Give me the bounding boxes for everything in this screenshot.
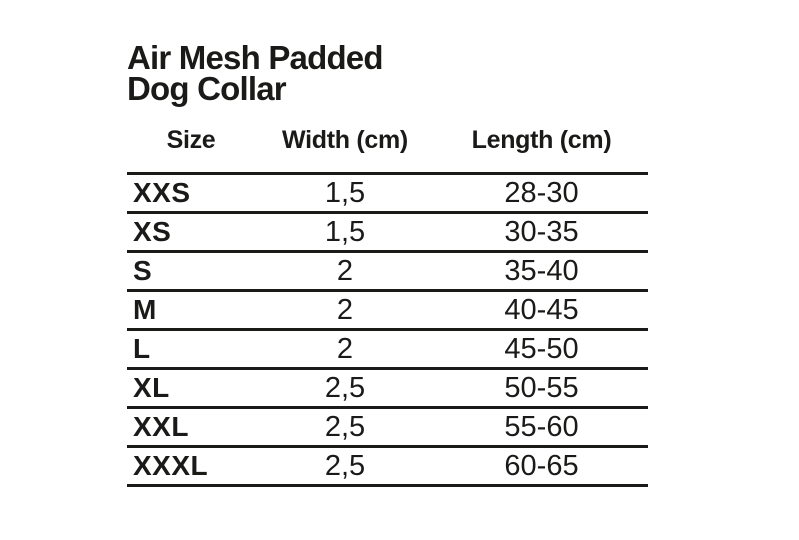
width-value: 1,5 [255,174,435,213]
width-value: 2 [255,252,435,291]
table-row [127,408,648,447]
length-value: 28-30 [435,174,648,213]
header-size: Size [127,126,255,174]
size-value: XL [127,369,255,408]
size-value: XXS [127,174,255,213]
size-value: M [127,291,255,330]
length-value: 55-60 [435,408,648,447]
table-row [127,174,648,213]
size-chart-table [127,126,648,487]
size-value: L [127,330,255,369]
length-value: 45-50 [435,330,648,369]
page-title [127,39,383,107]
table-row [127,252,648,291]
width-value: 2 [255,291,435,330]
table-row [127,291,648,330]
length-value: 40-45 [435,291,648,330]
width-value: 2,5 [255,369,435,408]
length-value: 60-65 [435,447,648,486]
header-width: Width (cm) [255,126,435,174]
width-value: 2,5 [255,447,435,486]
width-value: 2 [255,330,435,369]
size-value: XXL [127,408,255,447]
table-row [127,447,648,486]
size-value: S [127,252,255,291]
width-value: 1,5 [255,213,435,252]
table-row [127,330,648,369]
header-length: Length (cm) [435,126,648,174]
table-row [127,369,648,408]
page-title-line-1: Air Mesh Padded [127,39,383,76]
length-value: 30-35 [435,213,648,252]
header-row [127,126,648,174]
size-value: XS [127,213,255,252]
size-value: XXXL [127,447,255,486]
length-value: 50-55 [435,369,648,408]
table-row [127,213,648,252]
page-title-line-2: Dog Collar [127,70,286,107]
width-value: 2,5 [255,408,435,447]
length-value: 35-40 [435,252,648,291]
